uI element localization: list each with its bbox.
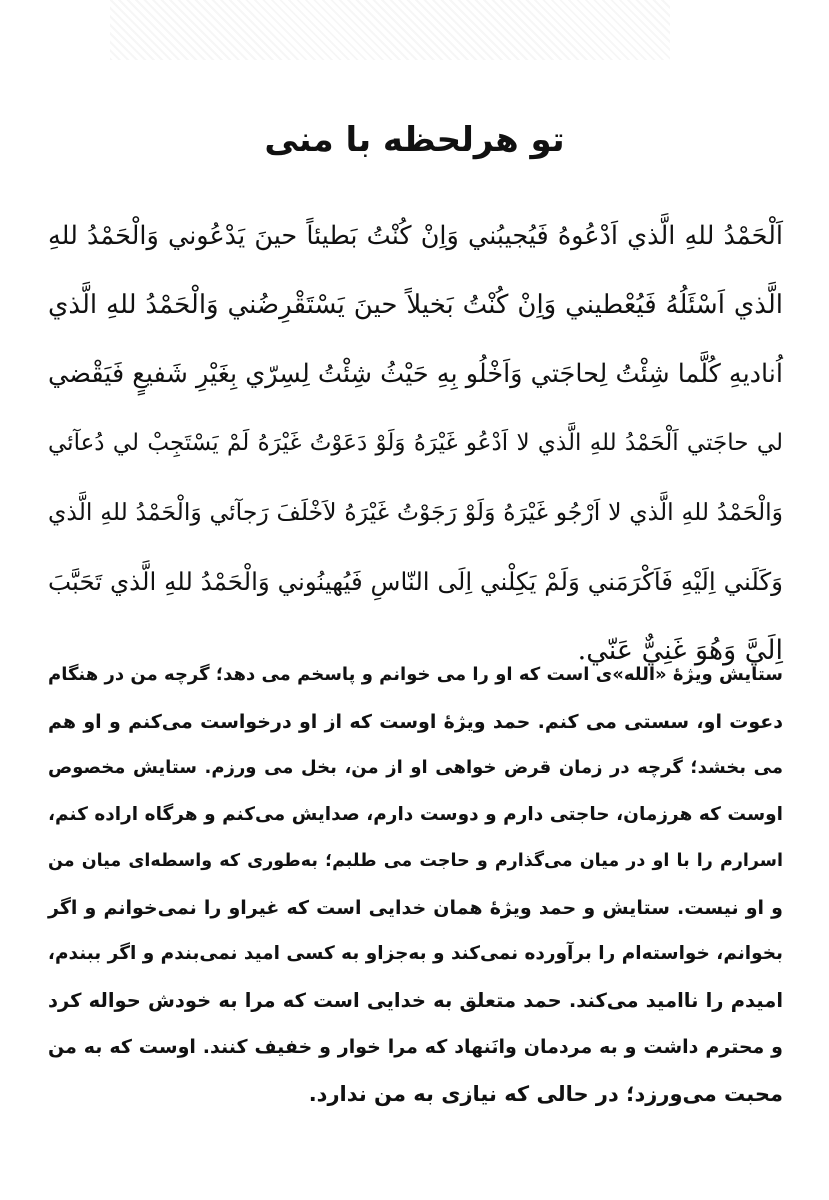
persian-line: و محترم داشت و به مردمان وانَنهاد که مرا خوار و خفیف کنند. اوست که به من bbox=[48, 1036, 783, 1058]
arabic-line: اَلْحَمْدُ للهِ الَّذي اَدْعُوهُ فَيُجيبُني وَاِنْ كُنْتُ بَطيئاً حينَ يَدْعُوني وَالْحَمْدُ للهِ bbox=[48, 221, 783, 251]
arabic-line: وَكَلَني اِلَيْهِ فَاَكْرَمَني وَلَمْ يَكِلْني اِلَى النّاسِ فَيُهينُوني وَالْحَمْدُ للهِ الَّذي تَحَبَّبَ bbox=[48, 567, 783, 596]
arabic-line: وَالْحَمْدُ للهِ الَّذي لا اَرْجُو غَيْرَهُ وَلَوْ رَجَوْتُ غَيْرَهُ لاَخْلَفَ رَجآئي وَالْحَمْدُ للهِ الَّذي bbox=[48, 498, 783, 526]
persian-line: می بخشد؛ گرچه در زمان قرض خواهی او از من، بخل می ورزم. ستایش مخصوص bbox=[48, 757, 783, 778]
arabic-line: الَّذي اَسْئَلُهُ فَيُعْطيني وَاِنْ كُنْتُ بَخيلاً حينَ يَسْتَقْرِضُني وَالْحَمْدُ للهِ الَّذي bbox=[48, 290, 783, 320]
persian-line: امیدم را ناامید می‌کند. حمد متعلق به خدایی است که مرا به خودش حواله کرد bbox=[48, 988, 783, 1012]
persian-line: اسرارم را با او در میان می‌گذارم و حاجت می طلبم؛ به‌طوری که واسطه‌ای میان من bbox=[48, 851, 783, 871]
arabic-prayer-text bbox=[48, 202, 783, 685]
persian-line: دعوت او، سستی می کنم. حمد ویژۀ اوست که از او درخواست می‌کنم و او هم bbox=[48, 710, 783, 733]
persian-line: اوست که هرزمان، حاجتی دارم و دوست دارم، صدایش می‌کنم و هرگاه اراده کنم، bbox=[48, 803, 783, 825]
page-top-texture bbox=[110, 0, 670, 60]
persian-line: ستایش ویژۀ «الله»ی است که او را می خوانم و پاسخم می دهد؛ گرچه من در هنگام bbox=[48, 664, 783, 685]
page-title: تو هرلحظه با منی bbox=[264, 120, 565, 160]
arabic-line: اُناديهِ كُلَّما شِئْتُ لِحاجَتي وَاَخْلُو بِهِ حَيْثُ شِئْتُ لِسِرّي بِغَيْرِ شَفيعٍ فَيَقْضي bbox=[48, 359, 783, 389]
persian-line: محبت می‌ورزد؛ در حالی که نیازی به من ندارد. bbox=[308, 1081, 783, 1106]
arabic-line: لي حاجَتي اَلْحَمْدُ للهِ الَّذي لا اَدْعُو غَيْرَهُ وَلَوْ دَعَوْتُ غَيْرَهُ لَمْ يَسْتَجِبْ لي دُعآئي bbox=[48, 430, 783, 456]
persian-translation-text bbox=[48, 652, 783, 1117]
persian-line: بخوانم، خواسته‌ام را برآورده نمی‌کند و به‌جزاو به کسی امید نمی‌بندم و اگر ببندم، bbox=[47, 943, 783, 964]
persian-line: و او نیست. ستایش و حمد ویژۀ همان خدایی است که غیراو را نمی‌خوانم و اگر bbox=[48, 896, 783, 919]
arabic-line: اِلَيَّ وَهُوَ غَنِيٌّ عَنّي. bbox=[577, 635, 783, 666]
